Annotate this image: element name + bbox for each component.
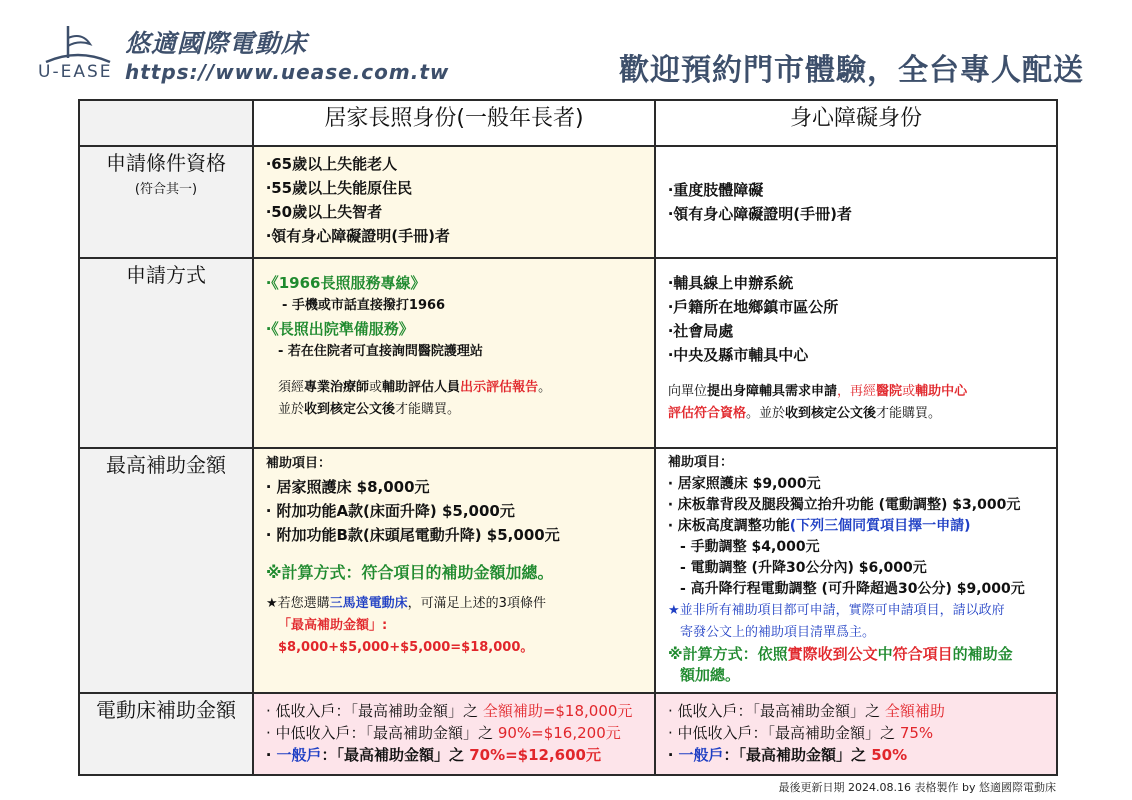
sub-item: - 電動調整 (升降30公分內) $6,000元 [680,560,927,576]
subsidy-line: ‧ 低收入戶：「最高補助金額」之 全額補助 [668,702,945,720]
subsidy-line: ‧ 一般戶：「最高補助金額」之 70%=$12,600元 [266,746,601,764]
list-item: ‧ 居家照護床 $9,000元 [668,476,821,492]
brand-name: 悠適國際電動床 [125,29,308,58]
corner-cell [79,100,253,146]
list-item: ‧ 床板高度調整功能(下列三個同質項目擇一申請) [668,518,971,534]
row-label-bed-subsidy: 電動床補助金額 [79,693,253,775]
subsidy-items-title: 補助項目： [668,455,734,470]
calc-method: ※計算方式：符合項目的補助金額加總。 [266,563,554,582]
row-label-text: 申請條件資格 [106,151,226,175]
cell-max-subsidy-disability [655,448,1057,693]
service-detail: - 若在住院者可直接詢問醫院護理站 [278,344,483,359]
list-item: ‧50歲以上失智者 [266,203,383,221]
list-item: ‧中央及縣市輔具中心 [668,346,809,364]
method-note: 須經專業治療師或輔助評估人員出示評估報告。 [278,380,552,395]
list-item: ‧領有身心障礙證明(手冊)者 [668,205,852,223]
row-label-max-subsidy: 最高補助金額 [79,448,253,693]
service-title-discharge: ‧《長照出院準備服務》 [266,320,414,338]
list-item: ‧ 床板靠背段及腿段獨立抬升功能 (電動調整) $3,000元 [668,497,1021,513]
row-sub-label: (符合其一) [134,182,198,197]
column-header-longterm: 居家長照身份(一般年長者) [253,100,655,146]
subsidy-items-title: 補助項目： [266,456,332,471]
subsidy-line: ‧ 一般戶：「最高補助金額」之 50% [668,746,908,764]
row-method [79,258,1057,448]
subsidy-line: ‧ 低收入戶：「最高補助金額」之 全額補助=$18,000元 [266,702,633,720]
calc-method: 額加總。 [680,666,741,684]
cell-bed-subsidy-disability [655,693,1057,775]
list-item: ‧輔具線上申辦系統 [668,274,794,292]
method-note: 評估符合資格。並於收到核定公文後才能購買。 [668,406,942,421]
subsidy-line: ‧ 中低收入戶：「最高補助金額」之 75% [668,724,934,742]
slogan: 歡迎預約門市體驗，全台專人配送 [619,53,1084,88]
method-note: 向單位提出身障輔具需求申請，再經醫院或輔助中心 [668,384,968,399]
brand-url[interactable]: https://www.uease.com.tw [125,60,450,84]
list-item: ‧領有身心障礙證明(手冊)者 [266,227,450,245]
star-total: 「最高補助金額」: $8,000+$5,000+$5,000=$18,000。 [278,618,534,655]
footer-note: 最後更新日期 2024.08.16 表格製作 by 悠適國際電動床 [778,781,1056,794]
list-item: ‧戶籍所在地鄉鎮市區公所 [668,298,839,316]
list-item: ‧社會局處 [668,322,734,340]
sub-item: - 高升降行程電動調整 (可升降超過30公分) $9,000元 [680,581,1025,597]
cell-bed-subsidy-longterm [253,693,655,775]
calc-method: ※計算方式：依照實際收到公文中符合項目的補助金 [668,645,1013,663]
subsidy-table [78,99,1058,776]
row-label-method: 申請方式 [79,258,253,448]
list-item: ‧重度肢體障礙 [668,181,764,199]
cell-eligibility-disability [655,146,1057,258]
header-row [79,100,1057,146]
cell-method-longterm [253,258,655,448]
cell-method-disability [655,258,1057,448]
list-item: ‧55歲以上失能原住民 [266,179,413,197]
cell-eligibility-longterm [253,146,655,258]
method-note: 並於收到核定公文後才能購買。 [278,402,461,417]
list-item: ‧65歲以上失能老人 [266,155,398,173]
list-item: ‧ 居家照護床 $8,000元 [266,478,430,496]
logo-text: U-EASE [38,62,113,82]
row-eligibility [79,146,1057,258]
star-note: ★並非所有補助項目都可申請，實際可申請項目，請以政府 [668,603,1005,618]
service-title-1966: ‧《1966長照服務專線》 [266,274,426,292]
column-header-disability: 身心障礙身份 [655,100,1057,146]
list-item: ‧ 附加功能A款(床面升降) $5,000元 [266,502,515,520]
cell-max-subsidy-longterm [253,448,655,693]
service-detail: - 手機或市話直接撥打1966 [282,298,446,313]
row-label-eligibility [79,146,253,258]
star-note: ★若您選購三馬達電動床，可滿足上述的3項條件 [266,596,546,611]
row-max-subsidy [79,448,1057,693]
page-header [0,0,1132,95]
row-bed-subsidy [79,693,1057,775]
star-note: 寄發公文上的補助項目清單爲主。 [680,625,876,640]
subsidy-line: ‧ 中低收入戶：「最高補助金額」之 90%=$16,200元 [266,724,621,742]
sub-item: - 手動調整 $4,000元 [680,539,820,555]
list-item: ‧ 附加功能B款(床頭尾電動升降) $5,000元 [266,526,560,544]
